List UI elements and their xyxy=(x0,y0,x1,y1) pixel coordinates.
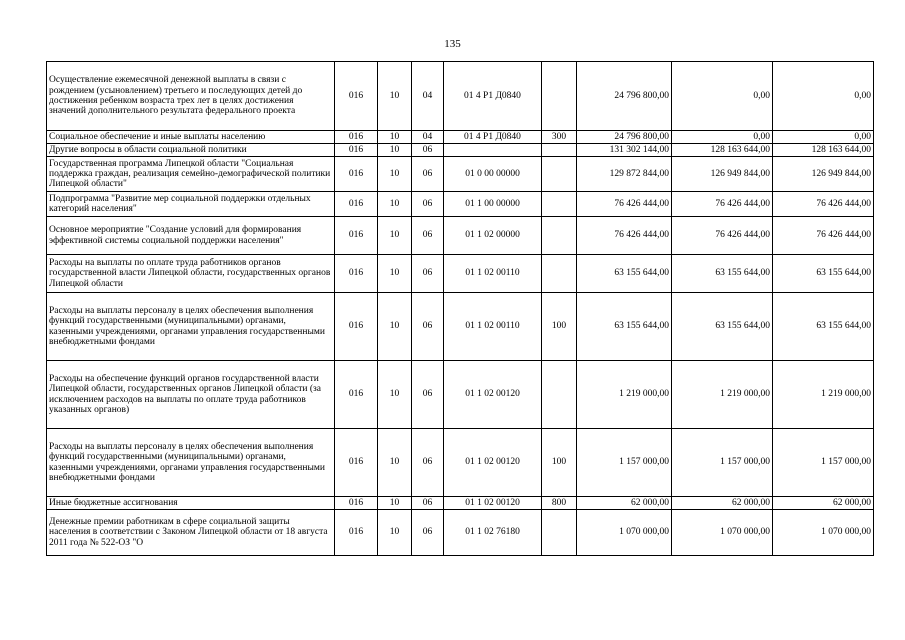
table-row xyxy=(47,255,874,293)
cell-amount-year3: 1 219 000,00 xyxy=(773,361,874,429)
cell-amount-year1: 24 796 800,00 xyxy=(577,62,672,131)
cell-target-article: 01 4 P1 Д0840 xyxy=(444,62,542,131)
cell-amount-year2: 1 157 000,00 xyxy=(672,429,773,497)
cell-section: 10 xyxy=(378,192,412,217)
cell-name: Социальное обеспечение и иные выплаты населению xyxy=(47,131,335,144)
cell-target-article: 01 4 P1 Д0840 xyxy=(444,131,542,144)
cell-name: Расходы на выплаты по оплате труда работников органов государственной власти Липецкой области, государственных органов Липецкой области xyxy=(47,255,335,293)
cell-amount-year1: 62 000,00 xyxy=(577,497,672,510)
cell-name: Расходы на выплаты персоналу в целях обеспечения выполнения функций государственными (муниципальными) органами, казенными учреждениями, органами управления государственными внебюджетными фондами xyxy=(47,429,335,497)
cell-section: 10 xyxy=(378,62,412,131)
cell-subsection: 06 xyxy=(412,361,444,429)
table-row xyxy=(47,510,874,556)
table-row xyxy=(47,131,874,144)
cell-amount-year2: 62 000,00 xyxy=(672,497,773,510)
cell-section: 10 xyxy=(378,131,412,144)
cell-name: Основное мероприятие "Создание условий для формирования эффективной системы социальной поддержки населения" xyxy=(47,217,335,255)
cell-ministry-code: 016 xyxy=(335,131,378,144)
cell-ministry-code: 016 xyxy=(335,157,378,192)
cell-section: 10 xyxy=(378,255,412,293)
cell-amount-year2: 1 219 000,00 xyxy=(672,361,773,429)
cell-ministry-code: 016 xyxy=(335,293,378,361)
cell-amount-year3: 62 000,00 xyxy=(773,497,874,510)
table-row xyxy=(47,62,874,131)
cell-ministry-code: 016 xyxy=(335,192,378,217)
table-row xyxy=(47,293,874,361)
cell-expense-type xyxy=(542,157,577,192)
cell-target-article: 01 0 00 00000 xyxy=(444,157,542,192)
cell-amount-year3: 63 155 644,00 xyxy=(773,293,874,361)
cell-expense-type xyxy=(542,217,577,255)
cell-subsection: 04 xyxy=(412,62,444,131)
cell-subsection: 06 xyxy=(412,497,444,510)
cell-amount-year1: 63 155 644,00 xyxy=(577,293,672,361)
cell-amount-year2: 1 070 000,00 xyxy=(672,510,773,556)
cell-amount-year3: 126 949 844,00 xyxy=(773,157,874,192)
cell-subsection: 06 xyxy=(412,293,444,361)
table-body xyxy=(47,62,874,556)
cell-amount-year1: 1 157 000,00 xyxy=(577,429,672,497)
cell-target-article: 01 1 00 00000 xyxy=(444,192,542,217)
cell-amount-year2: 63 155 644,00 xyxy=(672,255,773,293)
cell-name: Расходы на выплаты персоналу в целях обеспечения выполнения функций государственными (муниципальными) органами, казенными учреждениями, органами управления государственными внебюджетными фондами xyxy=(47,293,335,361)
cell-target-article xyxy=(444,144,542,157)
cell-ministry-code: 016 xyxy=(335,217,378,255)
cell-name: Расходы на обеспечение функций органов государственной власти Липецкой области, государственных органов Липецкой области (за исключением расходов на выплаты по оплате труда работников указанных органов) xyxy=(47,361,335,429)
cell-amount-year3: 128 163 644,00 xyxy=(773,144,874,157)
cell-amount-year1: 1 070 000,00 xyxy=(577,510,672,556)
cell-amount-year1: 76 426 444,00 xyxy=(577,192,672,217)
cell-expense-type xyxy=(542,144,577,157)
page-number: 135 xyxy=(444,38,461,50)
cell-target-article: 01 1 02 00120 xyxy=(444,497,542,510)
table-row xyxy=(47,192,874,217)
table-row xyxy=(47,157,874,192)
cell-section: 10 xyxy=(378,361,412,429)
table-row xyxy=(47,217,874,255)
cell-name: Осуществление ежемесячной денежной выплаты в связи с рождением (усыновлением) третьего и последующих детей до достижения ребенком возраста трех лет в целях достижения значений дополнительного результата федерального проекта xyxy=(47,62,335,131)
cell-ministry-code: 016 xyxy=(335,429,378,497)
cell-amount-year3: 63 155 644,00 xyxy=(773,255,874,293)
cell-target-article: 01 1 02 76180 xyxy=(444,510,542,556)
cell-amount-year2: 76 426 444,00 xyxy=(672,192,773,217)
cell-amount-year3: 76 426 444,00 xyxy=(773,192,874,217)
cell-subsection: 06 xyxy=(412,144,444,157)
cell-amount-year2: 63 155 644,00 xyxy=(672,293,773,361)
cell-section: 10 xyxy=(378,217,412,255)
table-row xyxy=(47,361,874,429)
cell-expense-type xyxy=(542,510,577,556)
cell-amount-year2: 76 426 444,00 xyxy=(672,217,773,255)
cell-subsection: 06 xyxy=(412,192,444,217)
cell-amount-year1: 131 302 144,00 xyxy=(577,144,672,157)
cell-amount-year3: 76 426 444,00 xyxy=(773,217,874,255)
table-row xyxy=(47,429,874,497)
cell-section: 10 xyxy=(378,510,412,556)
cell-ministry-code: 016 xyxy=(335,62,378,131)
cell-section: 10 xyxy=(378,497,412,510)
cell-expense-type: 800 xyxy=(542,497,577,510)
cell-expense-type xyxy=(542,192,577,217)
cell-subsection: 06 xyxy=(412,217,444,255)
cell-name: Другие вопросы в области социальной политики xyxy=(47,144,335,157)
cell-amount-year1: 63 155 644,00 xyxy=(577,255,672,293)
cell-amount-year3: 1 070 000,00 xyxy=(773,510,874,556)
budget-table xyxy=(46,61,874,556)
cell-amount-year2: 128 163 644,00 xyxy=(672,144,773,157)
cell-amount-year1: 76 426 444,00 xyxy=(577,217,672,255)
cell-amount-year3: 0,00 xyxy=(773,62,874,131)
cell-expense-type: 100 xyxy=(542,293,577,361)
cell-subsection: 06 xyxy=(412,255,444,293)
cell-expense-type xyxy=(542,361,577,429)
cell-name: Государственная программа Липецкой области "Социальная поддержка граждан, реализация семейно-демографической политики Липецкой области" xyxy=(47,157,335,192)
cell-subsection: 04 xyxy=(412,131,444,144)
cell-section: 10 xyxy=(378,157,412,192)
cell-subsection: 06 xyxy=(412,429,444,497)
cell-amount-year3: 1 157 000,00 xyxy=(773,429,874,497)
cell-amount-year2: 0,00 xyxy=(672,131,773,144)
cell-target-article: 01 1 02 00110 xyxy=(444,255,542,293)
cell-target-article: 01 1 02 00120 xyxy=(444,361,542,429)
cell-target-article: 01 1 02 00000 xyxy=(444,217,542,255)
cell-expense-type xyxy=(542,255,577,293)
cell-ministry-code: 016 xyxy=(335,361,378,429)
cell-expense-type xyxy=(542,62,577,131)
cell-amount-year2: 126 949 844,00 xyxy=(672,157,773,192)
cell-amount-year1: 129 872 844,00 xyxy=(577,157,672,192)
table-row xyxy=(47,497,874,510)
cell-ministry-code: 016 xyxy=(335,497,378,510)
cell-expense-type: 300 xyxy=(542,131,577,144)
cell-amount-year2: 0,00 xyxy=(672,62,773,131)
cell-subsection: 06 xyxy=(412,510,444,556)
cell-name: Денежные премии работникам в сфере социальной защиты населения в соответствии с Законом Липецкой области от 18 августа 2011 года № 522-ОЗ "О xyxy=(47,510,335,556)
cell-amount-year3: 0,00 xyxy=(773,131,874,144)
cell-ministry-code: 016 xyxy=(335,510,378,556)
cell-target-article: 01 1 02 00110 xyxy=(444,293,542,361)
cell-ministry-code: 016 xyxy=(335,255,378,293)
cell-section: 10 xyxy=(378,429,412,497)
cell-subsection: 06 xyxy=(412,157,444,192)
cell-section: 10 xyxy=(378,144,412,157)
cell-name: Иные бюджетные ассигнования xyxy=(47,497,335,510)
cell-amount-year1: 1 219 000,00 xyxy=(577,361,672,429)
cell-target-article: 01 1 02 00120 xyxy=(444,429,542,497)
table-row xyxy=(47,144,874,157)
cell-section: 10 xyxy=(378,293,412,361)
cell-ministry-code: 016 xyxy=(335,144,378,157)
cell-amount-year1: 24 796 800,00 xyxy=(577,131,672,144)
cell-name: Подпрограмма "Развитие мер социальной поддержки отдельных категорий населения" xyxy=(47,192,335,217)
cell-expense-type: 100 xyxy=(542,429,577,497)
